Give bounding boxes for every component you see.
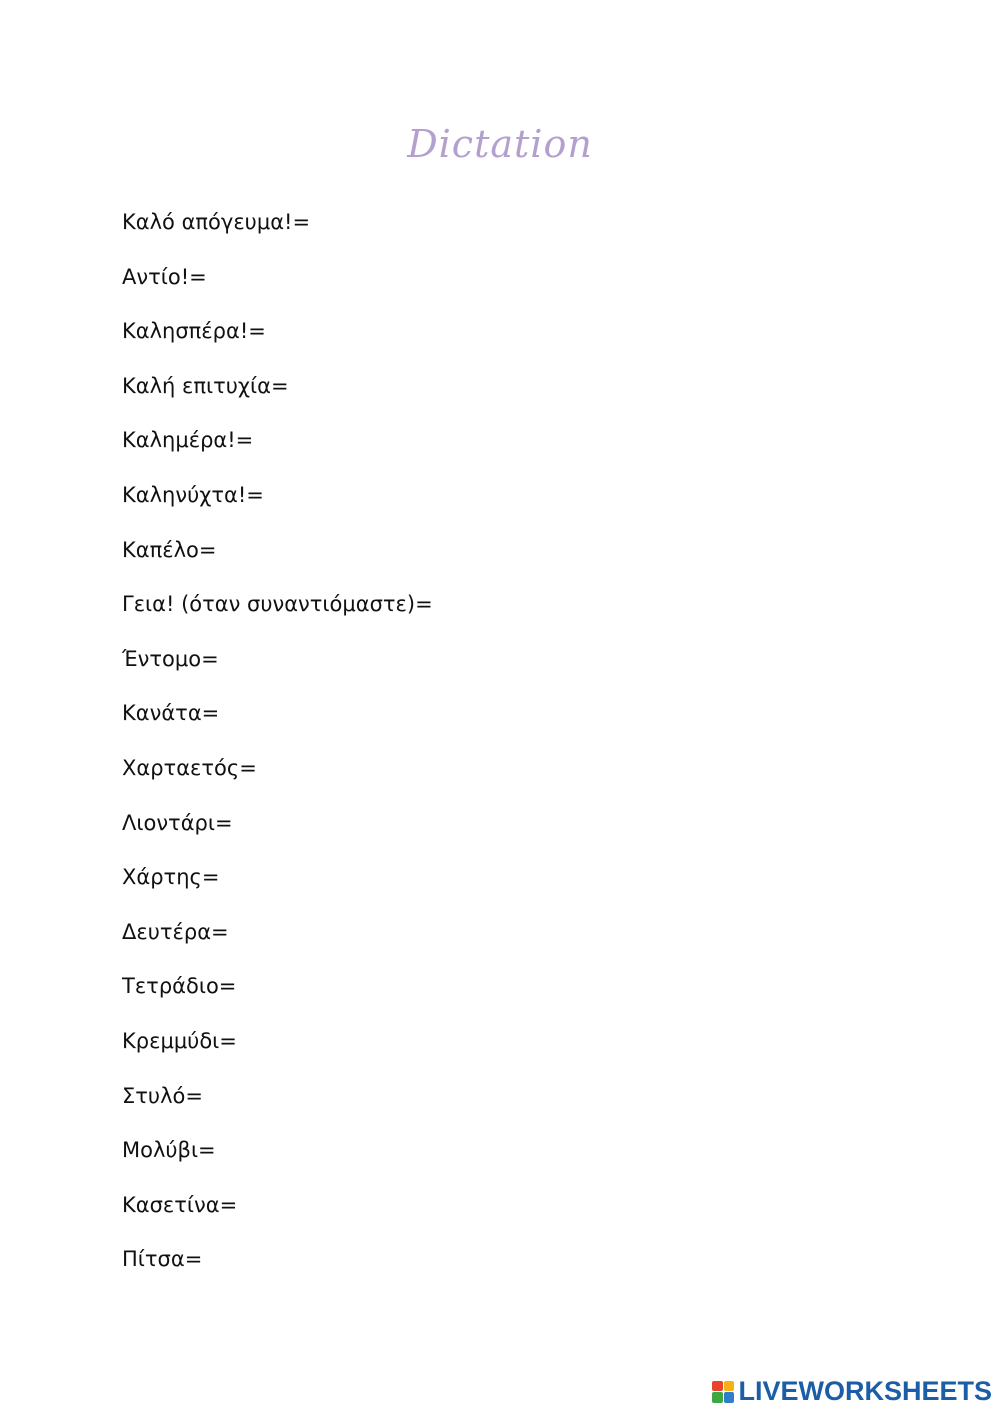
list-item: Μολύβι=	[122, 1138, 216, 1163]
logo-square-blue	[724, 1392, 735, 1403]
list-item: Καπέλο=	[122, 537, 217, 562]
list-item: Κασετίνα=	[122, 1192, 238, 1217]
logo-square-red	[712, 1381, 723, 1392]
list-item: Καλησπέρα!=	[122, 319, 266, 344]
brand-name: LIVEWORKSHEETS	[738, 1376, 992, 1406]
liveworksheets-watermark[interactable]	[712, 1376, 992, 1407]
list-item: Πίτσα=	[122, 1247, 203, 1272]
list-item: Κρεμμύδι=	[122, 1028, 237, 1053]
list-item: Γεια! (όταν συναντιόμαστε)=	[122, 592, 433, 617]
logo-square-yellow	[724, 1381, 735, 1392]
liveworksheets-logo-icon	[712, 1381, 734, 1403]
list-item: Τετράδιο=	[122, 974, 237, 999]
list-item: Έντομο=	[122, 646, 219, 671]
list-item: Αντίο!=	[122, 264, 207, 289]
list-item: Χαρταετός=	[122, 755, 257, 780]
list-item: Δευτέρα=	[122, 919, 229, 944]
list-item: Στυλό=	[122, 1083, 203, 1108]
list-item: Χάρτης=	[122, 865, 220, 890]
word-list	[122, 206, 433, 1298]
logo-square-green	[712, 1392, 723, 1403]
list-item: Καληνύχτα!=	[122, 482, 264, 507]
list-item: Λιοντάρι=	[122, 810, 233, 835]
list-item: Καλό απόγευμα!=	[122, 210, 311, 234]
list-item: Καλημέρα!=	[122, 428, 254, 453]
list-item: Καλή επιτυχία=	[122, 373, 289, 398]
list-item: Κανάτα=	[122, 701, 220, 726]
page-title: Dictation	[407, 122, 593, 166]
